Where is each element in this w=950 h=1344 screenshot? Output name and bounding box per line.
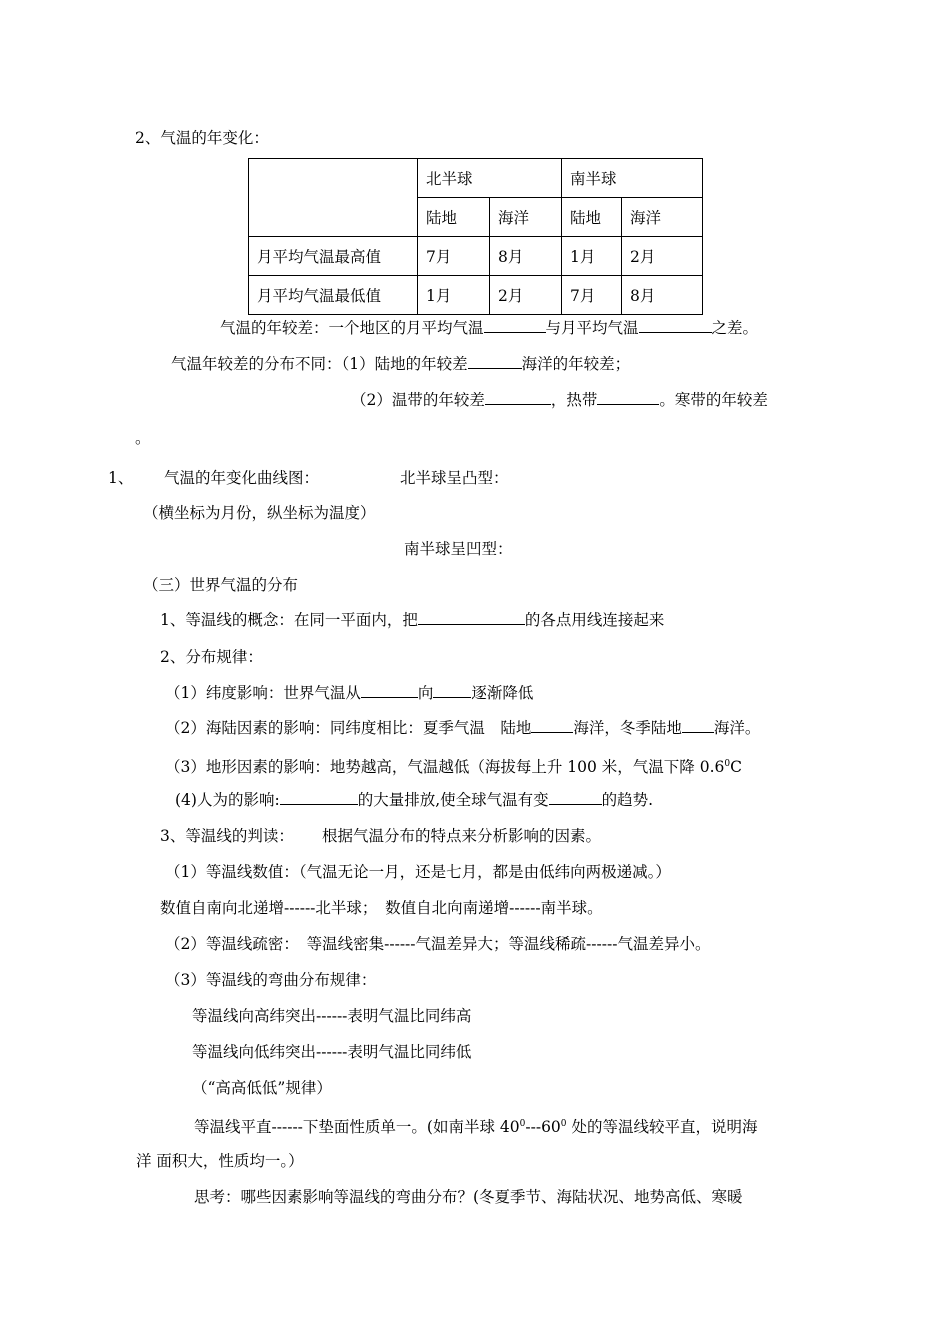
table-cell: 7月 bbox=[562, 276, 622, 315]
text: ，热带 bbox=[550, 391, 598, 409]
temperature-table bbox=[248, 158, 703, 315]
degree-mark: 0 bbox=[519, 1119, 526, 1129]
range-distribution-line bbox=[171, 354, 630, 374]
table-cell: 2月 bbox=[490, 276, 562, 315]
fill-blank[interactable] bbox=[280, 790, 358, 805]
text: 的各点用线连接起来 bbox=[524, 611, 665, 629]
fill-blank[interactable] bbox=[682, 718, 714, 733]
text: 等温线平直------下垫面性质单一。(如南半球 40 bbox=[194, 1118, 520, 1137]
header-north-ocean: 海洋 bbox=[490, 198, 562, 237]
header-south: 南半球 bbox=[562, 159, 703, 198]
fill-blank[interactable] bbox=[597, 390, 659, 405]
text: ---60 bbox=[525, 1118, 561, 1137]
fill-blank[interactable] bbox=[418, 610, 525, 625]
fill-blank[interactable] bbox=[433, 683, 471, 698]
curve-number: 1、 bbox=[108, 469, 134, 487]
stray-period: 。 bbox=[135, 429, 151, 447]
fill-blank[interactable] bbox=[484, 318, 546, 333]
curve-title: 气温的年变化曲线图： bbox=[164, 469, 320, 487]
text: C bbox=[730, 758, 742, 777]
north-curve-shape: 北半球呈凸型： bbox=[400, 469, 509, 487]
fill-blank[interactable] bbox=[361, 683, 418, 698]
table-cell: 1月 bbox=[418, 276, 490, 315]
isotherm-definition bbox=[160, 610, 664, 630]
distribution-rules-title: 2、分布规律： bbox=[160, 648, 263, 666]
text: 逐渐降低 bbox=[471, 684, 534, 702]
degree-mark: 0 bbox=[560, 1119, 567, 1129]
text: 气温的年较差：一个地区的月平均气温 bbox=[220, 319, 484, 337]
text: 处的等温线较平直，说明海 bbox=[566, 1118, 758, 1137]
header-north: 北半球 bbox=[418, 159, 562, 198]
axes-note: （横坐标为月份，纵坐标为温度） bbox=[143, 504, 376, 522]
text: 向 bbox=[417, 684, 434, 702]
flat-isotherm-rule bbox=[194, 1114, 757, 1137]
fill-blank[interactable] bbox=[468, 354, 522, 369]
text: 1、等温线的概念：在同一平面内，把 bbox=[160, 611, 418, 629]
isotherm-value: （1）等温线数值：（气温无论一月，还是七月，都是由低纬向两极递减。） bbox=[165, 863, 671, 881]
fill-blank[interactable] bbox=[549, 790, 602, 805]
table-cell: 1月 bbox=[562, 237, 622, 276]
row-label: 月平均气温最低值 bbox=[249, 276, 418, 315]
text: 海洋。 bbox=[713, 719, 761, 737]
text: 的趋势. bbox=[601, 791, 654, 809]
text: （2）海陆因素的影响：同纬度相比：夏季气温 陆地 bbox=[165, 719, 532, 737]
table-row bbox=[249, 237, 703, 276]
header-south-ocean: 海洋 bbox=[622, 198, 703, 237]
climate-zone-range-line bbox=[351, 390, 768, 410]
degree-mark: 0 bbox=[724, 759, 731, 769]
high-high-low-low-rule: （“高高低低”规律） bbox=[192, 1079, 332, 1097]
header-south-land: 陆地 bbox=[562, 198, 622, 237]
isotherm-density: （2）等温线疏密： 等温线密集------气温差异大；等温线稀疏------气温差异小。 bbox=[165, 935, 711, 953]
annual-range-definition bbox=[220, 318, 758, 338]
table-row bbox=[249, 276, 703, 315]
text: （1）纬度影响：世界气温从 bbox=[165, 684, 361, 702]
section-heading: （三）世界气温的分布 bbox=[143, 576, 299, 594]
terrain-rule bbox=[165, 754, 742, 777]
text: 与月平均气温 bbox=[545, 319, 639, 337]
text: 。寒带的年较差 bbox=[659, 391, 768, 409]
text: 海洋的年较差； bbox=[521, 355, 631, 373]
fill-blank[interactable] bbox=[485, 390, 551, 405]
bend-high-latitude: 等温线向高纬突出------表明气温比同纬高 bbox=[192, 1007, 472, 1025]
subheading-annual-change: 2、气温的年变化： bbox=[135, 129, 269, 147]
text: 海洋，冬季陆地 bbox=[573, 719, 682, 737]
isotherm-reading: 3、等温线的判读： 根据气温分布的特点来分析影响的因素。 bbox=[160, 827, 602, 845]
bend-low-latitude: 等温线向低纬突出------表明气温比同纬低 bbox=[192, 1043, 472, 1061]
human-impact-rule bbox=[175, 790, 653, 810]
sea-land-rule bbox=[165, 718, 760, 738]
table-cell: 2月 bbox=[622, 237, 703, 276]
table-cell: 8月 bbox=[490, 237, 562, 276]
flat-isotherm-continuation: 洋 面积大，性质均一。） bbox=[136, 1152, 304, 1170]
row-label: 月平均气温最高值 bbox=[249, 237, 418, 276]
table-corner bbox=[249, 159, 418, 237]
header-north-land: 陆地 bbox=[418, 198, 490, 237]
value-direction-rule: 数值自南向北递增------北半球； 数值自北向南递增------南半球。 bbox=[160, 899, 603, 917]
fill-blank[interactable] bbox=[531, 718, 573, 733]
text: （2）温带的年较差 bbox=[351, 391, 485, 409]
text: 气温年较差的分布不同：（1）陆地的年较差 bbox=[171, 355, 468, 373]
bend-rule-title: （3）等温线的弯曲分布规律： bbox=[165, 971, 377, 989]
latitude-rule bbox=[165, 683, 533, 703]
text: 之差。 bbox=[711, 319, 759, 337]
south-curve-shape: 南半球呈凹型： bbox=[404, 540, 513, 558]
text: 的大量排放,使全球气温有变 bbox=[357, 791, 549, 809]
text: (4)人为的影响: bbox=[175, 791, 280, 809]
think-question: 思考：哪些因素影响等温线的弯曲分布？(冬夏季节、海陆状况、地势高低、寒暖 bbox=[194, 1188, 743, 1206]
table-cell: 8月 bbox=[622, 276, 703, 315]
text: （3）地形因素的影响：地势越高，气温越低（海拔每上升 100 米，气温下降 0.6 bbox=[165, 758, 725, 777]
table-cell: 7月 bbox=[418, 237, 490, 276]
fill-blank[interactable] bbox=[639, 318, 712, 333]
